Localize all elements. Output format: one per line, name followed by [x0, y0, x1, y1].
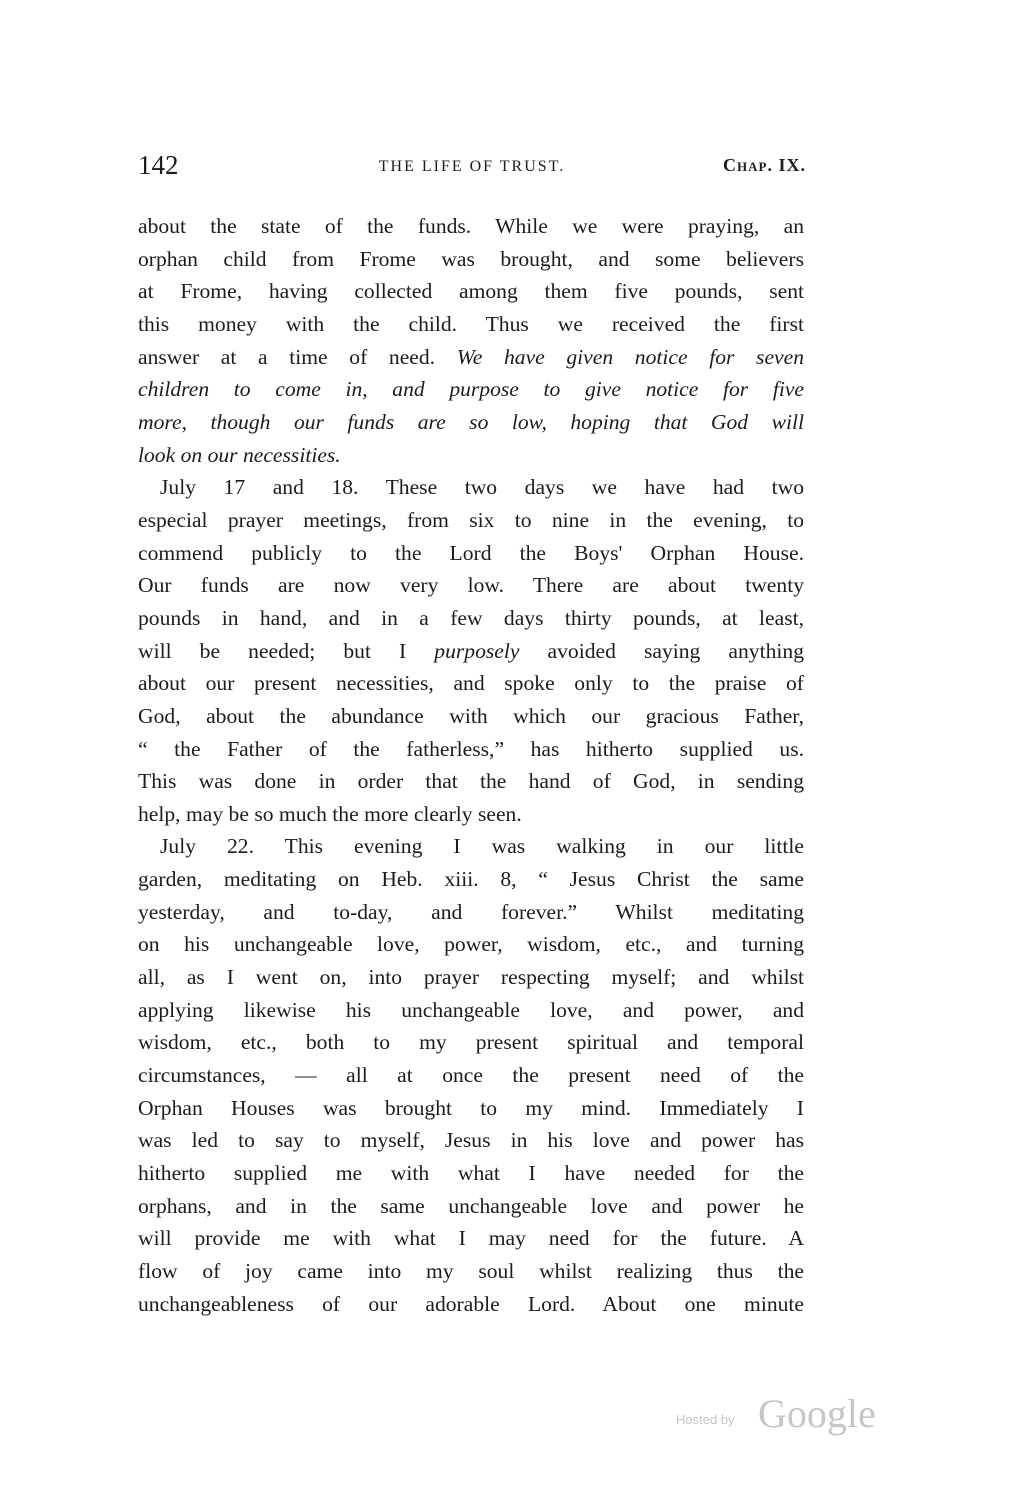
watermark-hosted-by: Hosted by: [676, 1412, 735, 1427]
text-line: [138, 961, 804, 994]
text-run: avoided saying anything: [519, 638, 804, 663]
text-line: [138, 635, 804, 668]
text-line: [138, 765, 804, 798]
text-run: Orphan Houses was brought to my mind. Immediately I: [138, 1095, 804, 1120]
text-run: about the state of the funds. While we were praying, an: [138, 214, 804, 238]
text-run: God, about the abundance with which our gracious Father,: [138, 703, 804, 728]
text-line: [138, 1092, 804, 1125]
text-line: [138, 863, 804, 896]
text-run: wisdom, etc., both to my present spiritual and temporal: [138, 1030, 804, 1055]
watermark-google-logo: Google: [758, 1391, 876, 1436]
text-run: especial prayer meetings, from six to nine in the evening, to: [138, 507, 804, 532]
chapter-label: Chap. IX.: [723, 155, 806, 175]
text-line: [138, 406, 804, 439]
text-line: [138, 798, 804, 831]
italic-run: children to come in, and purpose to give notice for five: [138, 377, 804, 402]
text-line: [138, 210, 804, 243]
text-run: “ the Father of the fatherless,” has hitherto supplied us.: [138, 736, 804, 761]
text-run: orphans, and in the same unchangeable love and power he: [138, 1193, 804, 1218]
text-line: [138, 733, 804, 766]
text-line: [138, 1288, 804, 1321]
text-run: will be needed; but I: [138, 638, 435, 663]
text-line: [138, 439, 804, 472]
text-line: [138, 667, 804, 700]
text-line: [138, 308, 804, 341]
hosted-by-google-watermark: [676, 1392, 886, 1442]
running-title: THE LIFE OF TRUST.: [378, 158, 566, 175]
text-line: [138, 1124, 804, 1157]
text-line: [138, 504, 804, 537]
text-run: all, as I went on, into prayer respecting myself; and whilst: [138, 965, 804, 990]
text-line: [138, 1059, 804, 1092]
text-line: [138, 341, 804, 374]
text-run: yesterday, and to-day, and forever.” Whilst meditating: [138, 899, 804, 924]
text-line: [138, 471, 804, 504]
text-run: circumstances, — all at once the present need of the: [138, 1063, 804, 1088]
text-run: flow of joy came into my soul whilst realizing thus the: [138, 1259, 804, 1283]
text-run: will provide me with what I may need for the future. A: [138, 1226, 804, 1251]
text-line: [138, 275, 804, 308]
text-run: answer at a time of need.: [138, 344, 457, 369]
text-run: garden, meditating on Heb. xiii. 8, “ Jesus Christ the same: [138, 867, 804, 892]
text-run: was led to say to myself, Jesus in his love and power has: [138, 1128, 804, 1153]
italic-run: look on our necessities.: [138, 442, 341, 467]
text-line: [138, 569, 804, 602]
body-text: [138, 210, 804, 1320]
text-line: [138, 896, 804, 929]
text-run: this money with the child. Thus we received the first: [138, 311, 804, 336]
italic-run: more, though our funds are so low, hoping that God will: [138, 409, 804, 434]
text-run: applying likewise his unchangeable love, and power, and: [138, 997, 804, 1022]
text-line: [138, 602, 804, 635]
text-run: July 17 and 18. These two days we have had two: [160, 475, 804, 500]
page-header: [138, 150, 806, 190]
page-number: 142: [138, 150, 179, 180]
text-line: [138, 830, 804, 863]
text-line: [138, 928, 804, 961]
text-run: about our present necessities, and spoke only to the praise of: [138, 671, 804, 696]
text-line: [138, 1190, 804, 1223]
text-line: [138, 243, 804, 276]
italic-run: We have given notice for seven: [456, 344, 804, 369]
text-run: help, may be so much the more clearly seen.: [138, 801, 522, 826]
text-run: commend publicly to the Lord the Boys' Orphan House.: [138, 540, 804, 565]
text-line: [138, 994, 804, 1027]
text-run: unchangeableness of our adorable Lord. About one minute: [138, 1291, 804, 1316]
text-run: pounds in hand, and in a few days thirty pounds, at least,: [138, 605, 804, 630]
text-line: [138, 1026, 804, 1059]
text-run: July 22. This evening I was walking in our little: [160, 834, 804, 859]
italic-run: purposely: [434, 638, 520, 663]
text-line: [138, 537, 804, 570]
text-line: [138, 373, 804, 406]
text-run: at Frome, having collected among them five pounds, sent: [138, 279, 804, 304]
text-run: hitherto supplied me with what I have needed for the: [138, 1161, 804, 1186]
text-line: [138, 1255, 804, 1288]
text-line: [138, 1157, 804, 1190]
text-line: [138, 700, 804, 733]
text-run: on his unchangeable love, power, wisdom, etc., and turning: [138, 932, 804, 957]
text-run: This was done in order that the hand of God, in sending: [138, 769, 804, 794]
text-run: Our funds are now very low. There are about twenty: [138, 573, 804, 598]
text-run: orphan child from Frome was brought, and some believers: [138, 246, 804, 271]
text-line: [138, 1222, 804, 1255]
